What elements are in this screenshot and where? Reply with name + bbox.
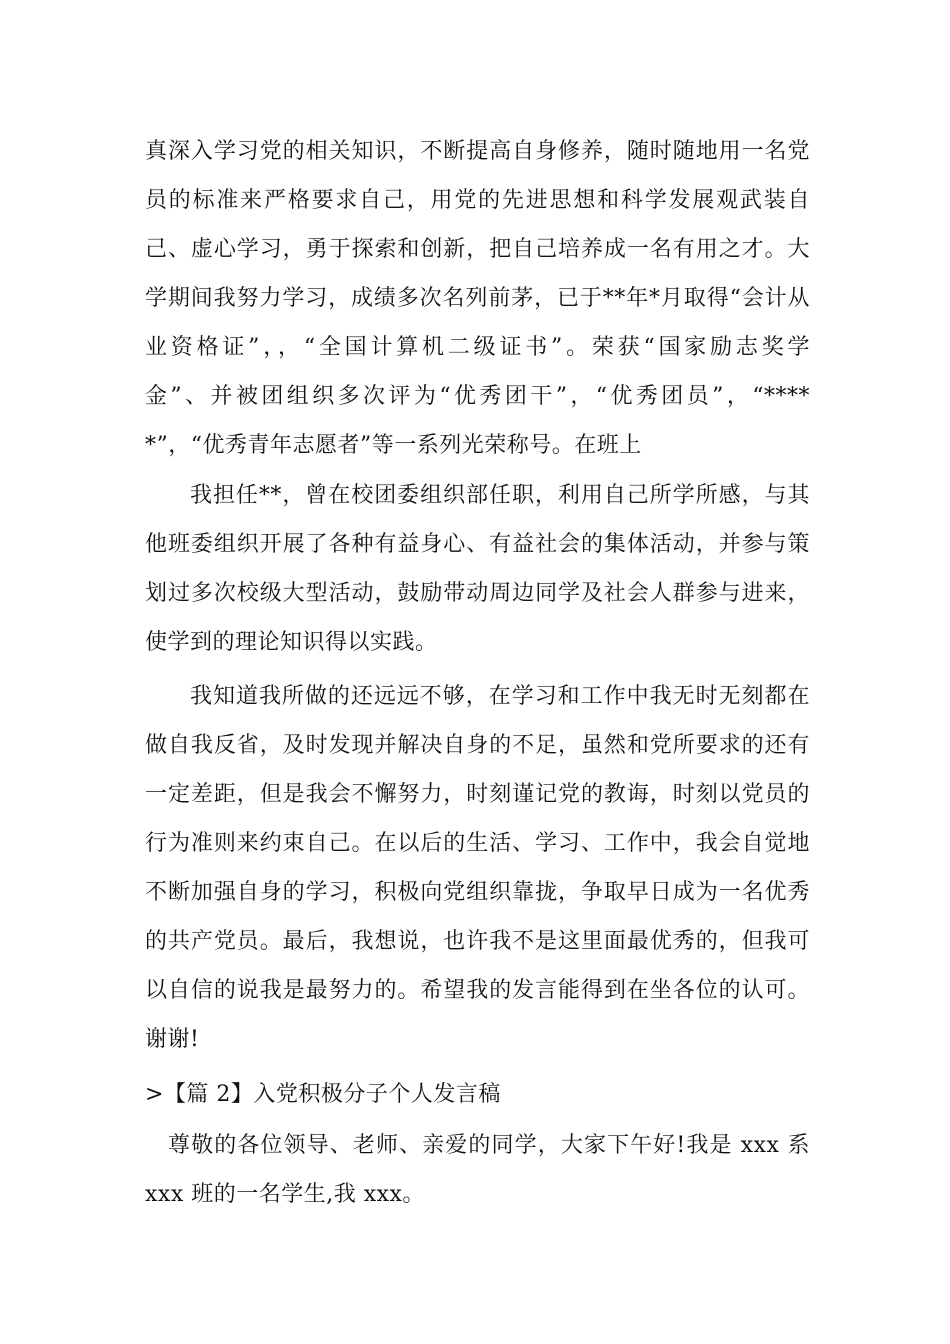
final-paragraph-line-1: 尊敬的各位领导、老师、亲爱的同学，大家下午好!我是 xxx 系 — [168, 1133, 810, 1158]
paragraph-3-line-8: 谢谢! — [145, 1027, 200, 1052]
paragraph-2-line-3: 划过多次校级大型活动，鼓励带动周边同学及社会人群参与进来， — [145, 581, 810, 606]
paragraph-2-line-2: 他班委组织开展了各种有益身心、有益社会的集体活动，并参与策 — [145, 532, 810, 557]
final-paragraph-line-2: xxx 班的一名学生,我 xxx。 — [145, 1182, 425, 1207]
paragraph-1-line-6: 金”、并被团组织多次评为“优秀团干”，“优秀团员”，“**** — [145, 384, 810, 409]
paragraph-1-line-2: 员的标准来严格要求自己，用党的先进思想和科学发展观武装自 — [145, 188, 810, 213]
paragraph-1-line-1: 真深入学习党的相关知识，不断提高自身修养，随时随地用一名党 — [145, 139, 810, 164]
paragraph-1-line-7: *”，“优秀青年志愿者”等一系列光荣称号。在班上 — [145, 433, 642, 458]
paragraph-2-line-4: 使学到的理论知识得以实践。 — [145, 630, 438, 655]
paragraph-3-line-5: 不断加强自身的学习，积极向党组织靠拢，争取早日成为一名优秀 — [145, 880, 810, 905]
paragraph-1-line-3: 己、虚心学习，勇于探索和创新，把自己培养成一名有用之才。大 — [145, 237, 810, 262]
paragraph-1-line-4: 学期间我努力学习，成绩多次名列前茅，已于**年*月取得“会计从 — [145, 286, 810, 311]
paragraph-2-line-1: 我担任**，曾在校团委组织部任职，利用自己所学所感，与其 — [190, 483, 810, 508]
paragraph-3-line-4: 行为准则来约束自己。在以后的生活、学习、工作中，我会自觉地 — [145, 831, 810, 856]
paragraph-3-line-3: 一定差距，但是我会不懈努力，时刻谨记党的教诲，时刻以党员的 — [145, 782, 810, 807]
section-heading: >【篇 2】入党积极分子个人发言稿 — [145, 1082, 501, 1107]
paragraph-3-line-6: 的共产党员。最后，我想说，也许我不是这里面最优秀的，但我可 — [145, 929, 810, 954]
paragraph-1-line-5: 业资格证”，，“全国计算机二级证书”。荣获“国家励志奖学 — [145, 335, 810, 360]
paragraph-3-line-7: 以自信的说我是最努力的。希望我的发言能得到在坐各位的认可。 — [145, 978, 810, 1003]
paragraph-3-line-2: 做自我反省，及时发现并解决自身的不足，虽然和党所要求的还有 — [145, 733, 810, 758]
paragraph-3-line-1: 我知道我所做的还远远不够，在学习和工作中我无时无刻都在 — [190, 684, 810, 709]
